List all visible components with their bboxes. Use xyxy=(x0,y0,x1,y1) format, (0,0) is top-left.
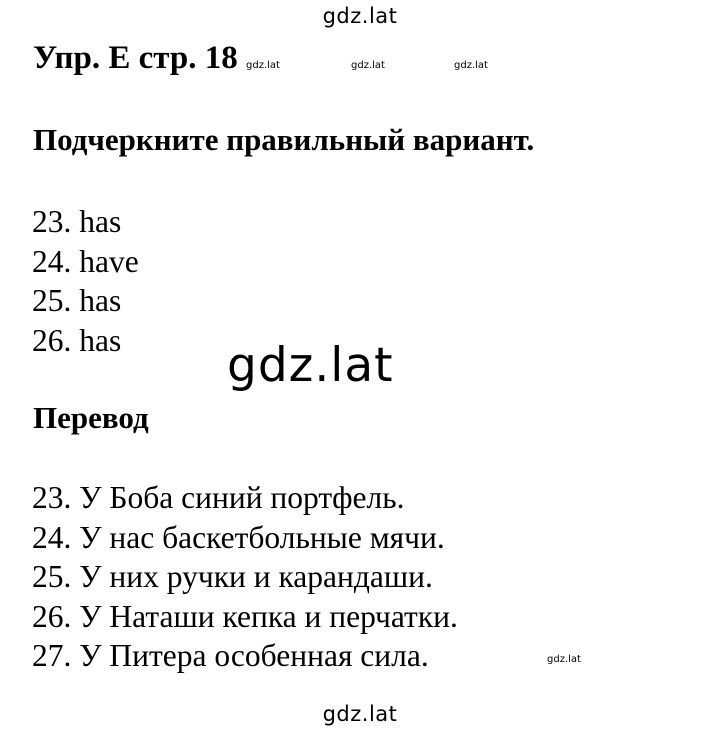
watermark-small: gdz.lat xyxy=(246,60,280,71)
answer-line: 25. has xyxy=(32,283,122,318)
translation-line: 25. У них ручки и карандаши. xyxy=(32,559,433,594)
watermark-small: gdz.lat xyxy=(351,60,385,71)
watermark-top: gdz.lat xyxy=(322,4,398,28)
exercise-title: Упр. E стр. 18 xyxy=(33,40,238,76)
translations-list xyxy=(32,478,458,676)
translation-heading: Перевод xyxy=(33,400,149,435)
translation-line: 23. У Боба синий портфель. xyxy=(32,480,405,515)
translation-line: 27. У Питера особенная сила. xyxy=(32,638,429,673)
watermark-center: gdz.lat xyxy=(227,338,394,393)
task-instruction: Подчеркните правильный вариант. xyxy=(33,122,535,157)
answer-line: 26. has xyxy=(32,322,122,358)
translation-line: 24. У нас баскетбольные мячи. xyxy=(32,519,445,555)
watermark-small: gdz.lat xyxy=(454,60,488,71)
translation-line: 26. У Наташи кепка и перчатки. xyxy=(32,598,458,634)
watermark-bottom: gdz.lat xyxy=(322,702,398,726)
answer-line: 23. has xyxy=(32,204,122,239)
answers-list xyxy=(32,202,139,360)
watermark-small: gdz.lat xyxy=(547,654,581,665)
answer-line: 24. have xyxy=(32,243,139,279)
